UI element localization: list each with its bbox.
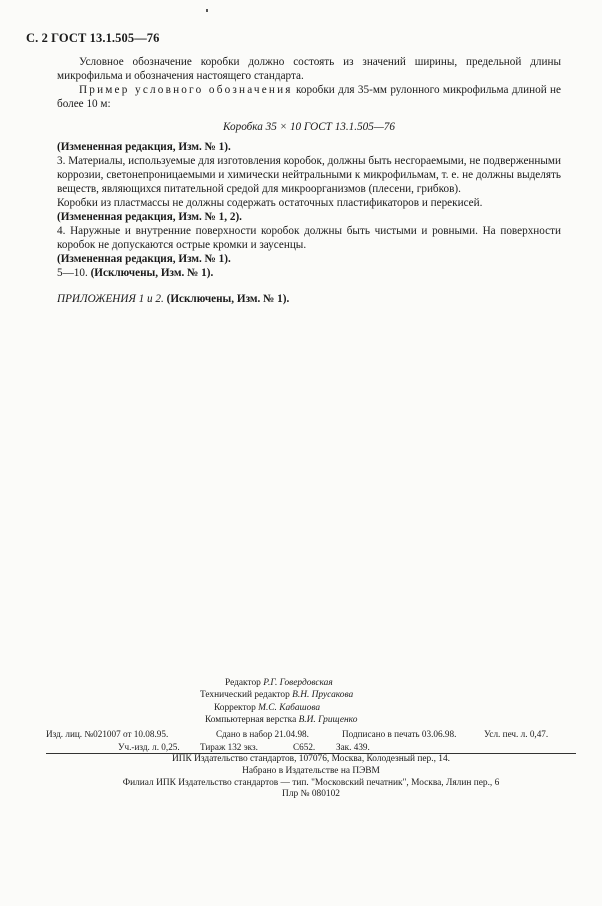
- amendment-note-1: (Измененная редакция, Изм. № 1).: [57, 141, 231, 153]
- page-header: С. 2 ГОСТ 13.1.505—76: [26, 31, 160, 45]
- paragraph-excluded: [57, 266, 561, 280]
- publication-row-2: [46, 741, 576, 754]
- example-text: коробки для 35-мм рулонного микрофильма длиной не более 10 м:: [57, 84, 562, 110]
- print-sheets-text: Усл. печ. л. 0,47.: [484, 729, 549, 739]
- code-text: С652.: [293, 741, 316, 752]
- amendment-note-2: (Измененная редакция, Изм. № 1, 2).: [57, 211, 242, 223]
- example-designation: Коробка 35 × 10 ГОСТ 13.1.505—76: [223, 121, 395, 133]
- credit-corrector: Корректор М.С. Кабашова: [214, 702, 321, 713]
- credit-tech-editor: Технический редактор В.Н. Прусакова: [200, 690, 354, 701]
- signed-text: Подписано в печать 03.06.98.: [342, 729, 457, 739]
- scan-speck: [206, 9, 208, 12]
- paragraph-designation-text: Условное обозначение коробки должно состоять из значений ширины, предельной длины микрофильма и обозначения настоящего стандарта.: [57, 56, 561, 82]
- paragraph-materials-text: 3. Материалы, используемые для изготовления коробок, должны быть несгораемыми, не подверженными коррозии, светонепроницаемыми и химически нейтральными к микрофильмам, т. е. не должны выделять веществ, являющихся питательной средой для микроорганизмов (плесени, грибков).: [57, 155, 561, 195]
- paragraph-example: [57, 83, 561, 111]
- publication-info: [46, 728, 576, 753]
- printer-line-3: Филиал ИПК Издательство стандартов — тип. "Московский печатник", Москва, Лялин пер., 6: [122, 777, 500, 788]
- license-text: Изд. лиц. №021007 от 10.08.95.: [46, 729, 169, 739]
- document-body: [57, 55, 561, 306]
- paragraph-materials: [57, 154, 561, 196]
- editorial-credits: [200, 677, 440, 727]
- sent-text: Сдано в набор 21.04.98.: [216, 729, 309, 739]
- appendix-note: [57, 292, 561, 306]
- printer-line-4: Плр № 080102: [282, 789, 340, 800]
- example-label: Пример условного обозначения: [79, 84, 293, 96]
- paragraph-plastic: Коробки из пластмассы не должны содержать остаточных пластификаторов и перекисей.: [57, 197, 483, 209]
- appendix-title: ПРИЛОЖЕНИЯ 1 и 2.: [57, 293, 164, 305]
- credit-editor: Редактор Р.Г. Говердовская: [225, 678, 333, 688]
- printer-info: [46, 754, 576, 801]
- credit-layout: Компьютерная верстка В.И. Грищенко: [205, 715, 358, 726]
- amendment-note-3: (Измененная редакция, Изм. № 1).: [57, 253, 231, 265]
- paragraph-designation: [57, 55, 561, 83]
- appendix-excluded: (Исключены, Изм. № 1).: [163, 293, 290, 305]
- excluded-note: (Исключены, Изм. № 1).: [90, 267, 214, 279]
- publication-row-1: [46, 728, 576, 741]
- excluded-number: 5—10.: [57, 267, 91, 279]
- circulation-text: Тираж 132 экз.: [200, 741, 258, 752]
- paragraph-surfaces: 4. Наружные и внутренние поверхности коробок должны быть чистыми и ровными. На поверхности коробок не допускаются острые кромки и заусенцы.: [57, 225, 561, 251]
- printer-line-2: Набрано в Издательстве на ПЭВМ: [242, 765, 380, 776]
- printer-line-1: ИПК Издательство стандартов, 107076, Москва, Колодезный пер., 14.: [171, 754, 450, 764]
- order-text: Зак. 439.: [336, 741, 370, 752]
- edition-sheets-text: Уч.-изд. л. 0,25.: [118, 741, 180, 752]
